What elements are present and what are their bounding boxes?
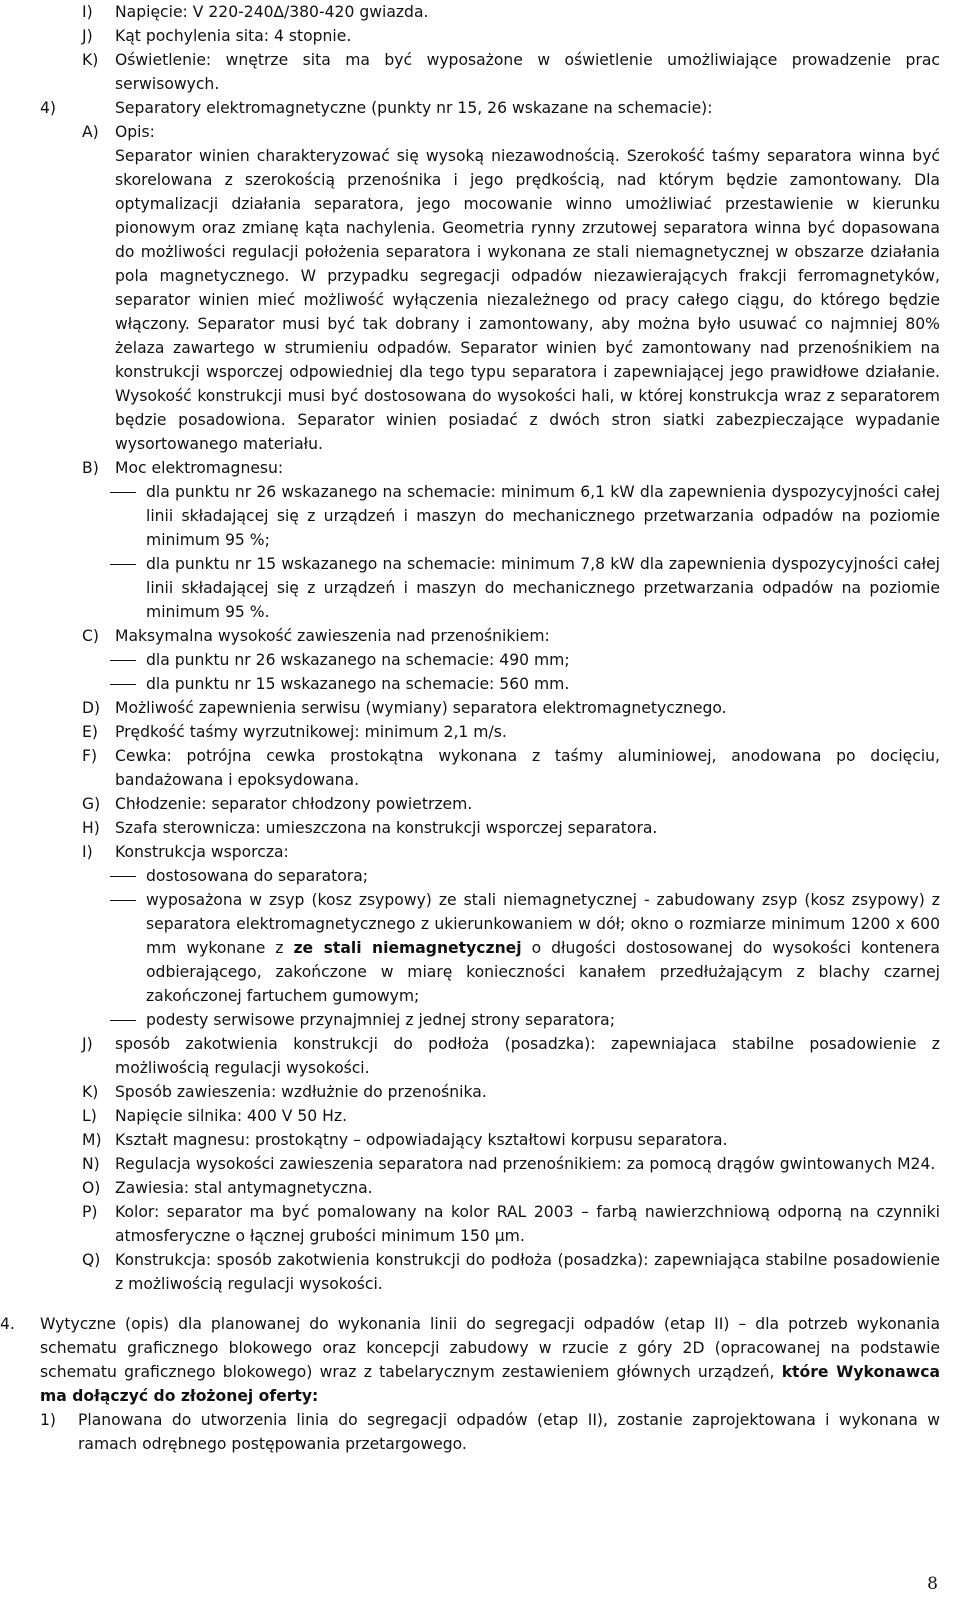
dash-marker [110,660,136,661]
list-item: K) Sposób zawieszenia: wzdłużnie do przenośnika. [82,1083,487,1101]
dash-marker [110,900,136,901]
dash-marker [110,1020,136,1021]
dash-item: dla punktu nr 15 wskazanego na schemacie: 560 mm. [0,672,960,696]
list-item: L) Napięcie silnika: 400 V 50 Hz. [82,1107,348,1125]
list-item: 1) Planowana do utworzenia linia do segregacji odpadów (etap II), zostanie zaprojektowana i wykonana w ramach odrębnego postępowania przetargowego. [40,1411,940,1453]
dash-item: dla punktu nr 26 wskazanego na schemacie: 490 mm; [0,648,960,672]
section-heading: 4) Separatory elektromagnetyczne (punkty nr 15, 26 wskazane na schemacie): [40,99,713,117]
dash-item: dla punktu nr 26 wskazanego na schemacie: minimum 6,1 kW dla zapewnienia dyspozycyjności całej linii składającej się z urządzeń i maszyn do mechanicznego przetwarzania odpadów na poziomie minimum 95 %; [0,480,960,552]
page-number: 8 [927,1574,938,1594]
list-item: C) Maksymalna wysokość zawieszenia nad przenośnikiem: [82,627,550,645]
list-item: N) Regulacja wysokości zawieszenia separatora nad przenośnikiem: za pomocą drągów gwintowanych M24. [82,1155,936,1173]
list-item: M) Kształt magnesu: prostokątny – odpowiadający kształtowi korpusu separatora. [82,1131,728,1149]
list-item: I) Napięcie: V 220-240∆/380-420 gwiazda. [82,3,429,21]
list-item: B) Moc elektromagnesu: [82,459,284,477]
list-item: A) Opis: [82,123,155,141]
dash-item: dostosowana do separatora; [0,864,960,888]
list-item: F) Cewka: potrójna cewka prostokątna wykonana z taśmy aluminiowej, anodowana po docięciu, bandażowana i epoksydowana. [82,747,940,789]
description-paragraph: Separator winien charakteryzować się wysoką niezawodnością. Szerokość taśmy separatora winna być skorelowana z szerokością przenośnika i jego prędkością, nad którym będzie zamontowany. Dla optymalizacji działania separatora, jego mocowanie winno umożliwiać przestawienie w kierunku pionowym oraz zmianę kąta nachylenia. Geometria rynny zrzutowej separatora winna być dopasowana do możliwości regulacji położenia separatora i wykonana ze stali niemagnetycznej w obszarze działania pola magnetycznego. W przypadku segregacji odpadów niezawierających frakcji ferromagnetyków, separator winien mieć możliwość wyłączenia niezależnego od pracy całego ciągu, do którego będzie włączony. Separator musi być tak dobrany i zamontowany, aby można było usuwać co najmniej 80% żelaza zawartego w strumieniu odpadów. Separator winien być zamontowany nad przenośnikiem na konstrukcji wsporczej odpowiedniej dla tego typu separatora i zapewniającej jego prawidłowe działanie. Wysokość konstrukcji musi być dostosowana do wysokości hali, w której konstrukcja wraz z separatorem będzie posadowiona. Separator winien posiadać z dwóch stron siatki zabezpieczające wypadanie wysortowanego materiału. [115,147,940,453]
section-4: 4. Wytyczne (opis) dla planowanej do wykonania linii do segregacji odpadów (etap II) – dla potrzeb wykonania schematu graficznego blokowego oraz koncepcji zabudowy w rzucie z góry 2D (opracowanej na podstawie schematu graficznego blokowego) wraz z tabelarycznym zestawieniem głównych urządzeń, które Wykonawca ma dołączyć do złożonej oferty: [0,1315,941,1405]
list-item: K) Oświetlenie: wnętrze sita ma być wyposażone w oświetlenie umożliwiające prowadzenie prac serwisowych. [82,51,940,93]
section-gap [0,1296,960,1312]
list-item: E) Prędkość taśmy wyrzutnikowej: minimum 2,1 m/s. [82,723,507,741]
list-item: H) Szafa sterownicza: umieszczona na konstrukcji wsporczej separatora. [82,819,658,837]
dash-item: podesty serwisowe przynajmniej z jednej strony separatora; [0,1008,960,1032]
list-item: G) Chłodzenie: separator chłodzony powietrzem. [82,795,473,813]
list-item: J) Kąt pochylenia sita: 4 stopnie. [82,27,352,45]
dash-item: dla punktu nr 15 wskazanego na schemacie: minimum 7,8 kW dla zapewnienia dyspozycyjności całej linii składającej się z urządzeń i maszyn do mechanicznego przetwarzania odpadów na poziomie minimum 95 %. [0,552,960,624]
dash-item: wyposażona w zsyp (kosz zsypowy) ze stali niemagnetycznej - zabudowany zsyp (kosz zsypowy) z separatora elektromagnetycznego z ukierunkowaniem w dół; okno o rozmiarze minimum 1200 x 600 mm wykonane z ze stali niemagnetycznej o długości dostosowanej do wysokości kontenera odbierającego, zakończone w miarę konieczności kanałem przedłużającym z blachy czarnej zakończonej fartuchem gumowym; [0,888,960,1008]
dash-marker [110,876,136,877]
list-item: O) Zawiesia: stal antymagnetyczna. [82,1179,373,1197]
dash-marker [110,564,136,565]
dash-marker [110,492,136,493]
list-item: I) Konstrukcja wsporcza: [82,843,289,861]
dash-marker [110,684,136,685]
list-item: Q) Konstrukcja: sposób zakotwienia konstrukcji do podłoża (posadzka): zapewniająca stabilne posadowienie z możliwością regulacji wysokości. [82,1251,940,1293]
list-item: J) sposób zakotwienia konstrukcji do podłoża (posadzka): zapewniajaca stabilne posadowienie z możliwością regulacji wysokości. [82,1035,940,1077]
list-item: P) Kolor: separator ma być pomalowany na kolor RAL 2003 – farbą nawierzchniową odporną na czynniki atmosferyczne o łącznej grubości minimum 150 µm. [82,1203,940,1245]
list-item: D) Możliwość zapewnienia serwisu (wymiany) separatora elektromagnetycznego. [82,699,727,717]
